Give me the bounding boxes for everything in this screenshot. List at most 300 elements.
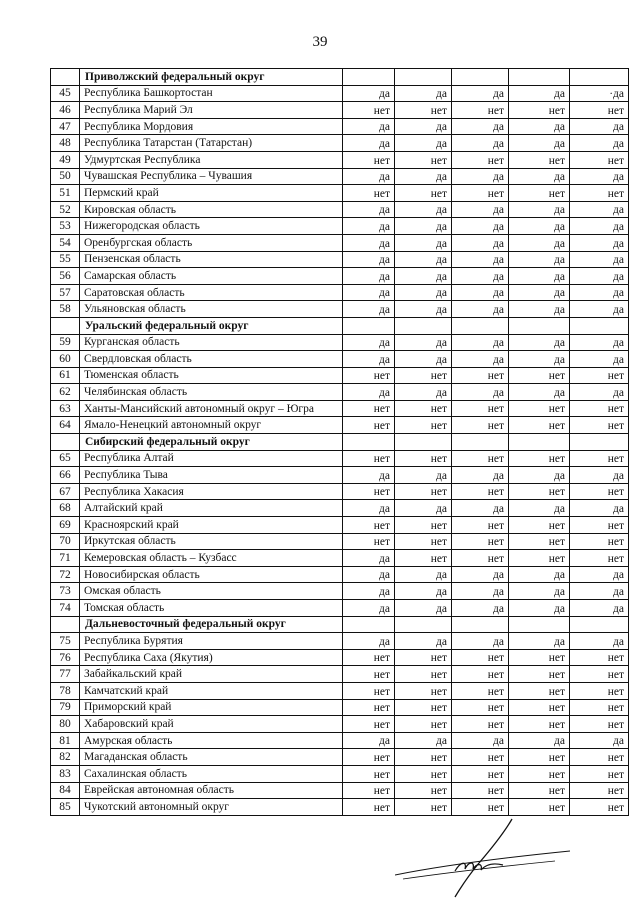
table-row — [51, 450, 629, 467]
table-row — [51, 417, 629, 434]
value-cell: да — [509, 168, 570, 185]
row-number: 84 — [51, 782, 80, 799]
value-cell: да — [343, 234, 395, 251]
row-number: 85 — [51, 799, 80, 816]
value-cell: да — [452, 334, 509, 351]
section-row — [51, 317, 629, 334]
value-cell: нет — [395, 483, 452, 500]
row-number: 83 — [51, 765, 80, 782]
row-number: 67 — [51, 483, 80, 500]
value-cell: да — [452, 566, 509, 583]
table-row — [51, 384, 629, 401]
value-cell: да — [509, 732, 570, 749]
value-cell: нет — [570, 517, 629, 534]
table-row — [51, 550, 629, 567]
table-row — [51, 268, 629, 285]
value-cell: нет — [452, 666, 509, 683]
table-row — [51, 185, 629, 202]
value-cell: да — [395, 566, 452, 583]
table-row — [51, 201, 629, 218]
region-name: Пензенская область — [80, 251, 343, 268]
value-cell — [395, 69, 452, 86]
region-name: Амурская область — [80, 732, 343, 749]
region-name: Республика Татарстан (Татарстан) — [80, 135, 343, 152]
value-cell: да — [570, 301, 629, 318]
value-cell: да — [343, 566, 395, 583]
value-cell: да — [452, 284, 509, 301]
value-cell: нет — [509, 749, 570, 766]
table-row — [51, 732, 629, 749]
table-row — [51, 782, 629, 799]
value-cell: да — [395, 384, 452, 401]
value-cell: да — [570, 566, 629, 583]
value-cell: да — [395, 467, 452, 484]
value-cell — [509, 69, 570, 86]
value-cell — [570, 434, 629, 451]
value-cell: да — [509, 135, 570, 152]
value-cell: нет — [395, 666, 452, 683]
value-cell: нет — [509, 517, 570, 534]
value-cell: да — [452, 234, 509, 251]
value-cell: нет — [395, 185, 452, 202]
value-cell: да — [395, 85, 452, 102]
value-cell: да — [343, 301, 395, 318]
table-row — [51, 533, 629, 550]
value-cell: да — [570, 351, 629, 368]
region-name: Хабаровский край — [80, 716, 343, 733]
value-cell: нет — [452, 400, 509, 417]
section-row — [51, 69, 629, 86]
region-name: Саратовская область — [80, 284, 343, 301]
value-cell: да — [452, 135, 509, 152]
table-row — [51, 699, 629, 716]
row-number — [51, 616, 80, 633]
table-row — [51, 85, 629, 102]
value-cell: да — [570, 268, 629, 285]
value-cell: да — [509, 334, 570, 351]
value-cell: да — [395, 118, 452, 135]
region-name: Алтайский край — [80, 500, 343, 517]
value-cell — [343, 317, 395, 334]
value-cell: нет — [395, 716, 452, 733]
table-row — [51, 583, 629, 600]
table-row — [51, 517, 629, 534]
value-cell: нет — [395, 450, 452, 467]
section-title: Дальневосточный федеральный округ — [80, 616, 343, 633]
value-cell: да — [570, 583, 629, 600]
value-cell: нет — [452, 367, 509, 384]
value-cell: да — [395, 334, 452, 351]
value-cell: нет — [343, 483, 395, 500]
value-cell: да — [452, 351, 509, 368]
region-name: Кировская область — [80, 201, 343, 218]
table-row — [51, 400, 629, 417]
value-cell: нет — [343, 799, 395, 816]
row-number — [51, 434, 80, 451]
region-name: Республика Башкортостан — [80, 85, 343, 102]
value-cell: нет — [343, 666, 395, 683]
value-cell: нет — [452, 682, 509, 699]
value-cell: да — [343, 135, 395, 152]
value-cell: да — [395, 633, 452, 650]
value-cell: нет — [395, 782, 452, 799]
row-number: 54 — [51, 234, 80, 251]
value-cell: да — [509, 118, 570, 135]
table-row — [51, 749, 629, 766]
value-cell: да — [509, 500, 570, 517]
value-cell: да — [343, 168, 395, 185]
row-number: 46 — [51, 102, 80, 119]
region-name: Магаданская область — [80, 749, 343, 766]
region-name: Забайкальский край — [80, 666, 343, 683]
table-row — [51, 799, 629, 816]
value-cell: да — [570, 251, 629, 268]
row-number: 80 — [51, 716, 80, 733]
value-cell: да — [570, 334, 629, 351]
value-cell: нет — [452, 699, 509, 716]
value-cell: да — [509, 633, 570, 650]
value-cell: нет — [395, 649, 452, 666]
value-cell: да — [570, 467, 629, 484]
value-cell — [343, 69, 395, 86]
row-number: 68 — [51, 500, 80, 517]
value-cell: нет — [452, 799, 509, 816]
region-name: Омская область — [80, 583, 343, 600]
value-cell: да — [452, 384, 509, 401]
value-cell: нет — [395, 799, 452, 816]
region-name: Самарская область — [80, 268, 343, 285]
value-cell: нет — [395, 550, 452, 567]
value-cell: нет — [452, 151, 509, 168]
value-cell: да — [570, 118, 629, 135]
value-cell: нет — [570, 749, 629, 766]
value-cell: да — [343, 201, 395, 218]
value-cell: нет — [570, 102, 629, 119]
value-cell — [395, 616, 452, 633]
value-cell: да — [509, 467, 570, 484]
value-cell: нет — [509, 666, 570, 683]
value-cell: да — [395, 583, 452, 600]
table-row — [51, 118, 629, 135]
region-name: Республика Марий Эл — [80, 102, 343, 119]
value-cell: да — [343, 500, 395, 517]
region-name: Курганская область — [80, 334, 343, 351]
value-cell: да — [343, 351, 395, 368]
value-cell: нет — [570, 450, 629, 467]
table-row — [51, 301, 629, 318]
region-name: Республика Мордовия — [80, 118, 343, 135]
value-cell: да — [343, 218, 395, 235]
row-number: 62 — [51, 384, 80, 401]
value-cell: нет — [343, 699, 395, 716]
value-cell: да — [509, 566, 570, 583]
value-cell: да — [509, 218, 570, 235]
value-cell: да — [570, 500, 629, 517]
value-cell: да — [509, 384, 570, 401]
value-cell: нет — [452, 517, 509, 534]
section-title: Приволжский федеральный округ — [80, 69, 343, 86]
value-cell: да — [395, 284, 452, 301]
value-cell: нет — [509, 699, 570, 716]
value-cell: нет — [452, 533, 509, 550]
value-cell: нет — [343, 682, 395, 699]
value-cell: нет — [452, 716, 509, 733]
value-cell: да — [395, 732, 452, 749]
value-cell: да — [509, 600, 570, 617]
value-cell: да — [395, 251, 452, 268]
row-number: 65 — [51, 450, 80, 467]
table-row — [51, 600, 629, 617]
value-cell: нет — [509, 151, 570, 168]
value-cell: нет — [395, 102, 452, 119]
value-cell — [452, 317, 509, 334]
signature — [395, 815, 575, 900]
value-cell: нет — [570, 716, 629, 733]
region-name: Ульяновская область — [80, 301, 343, 318]
section-title: Уральский федеральный округ — [80, 317, 343, 334]
region-name: Оренбургская область — [80, 234, 343, 251]
row-number: 72 — [51, 566, 80, 583]
value-cell: нет — [452, 417, 509, 434]
value-cell: нет — [452, 649, 509, 666]
value-cell: нет — [509, 417, 570, 434]
value-cell: нет — [343, 533, 395, 550]
value-cell: нет — [570, 782, 629, 799]
region-name: Ямало-Ненецкий автономный округ — [80, 417, 343, 434]
table-row — [51, 649, 629, 666]
table-row — [51, 251, 629, 268]
value-cell: нет — [509, 765, 570, 782]
row-number: 51 — [51, 185, 80, 202]
row-number: 56 — [51, 268, 80, 285]
value-cell: нет — [452, 765, 509, 782]
region-name: Республика Бурятия — [80, 633, 343, 650]
regions-table-body — [51, 69, 629, 816]
table-row — [51, 351, 629, 368]
value-cell: да — [452, 201, 509, 218]
value-cell — [395, 434, 452, 451]
row-number: 59 — [51, 334, 80, 351]
row-number: 64 — [51, 417, 80, 434]
value-cell: да — [395, 135, 452, 152]
table-row — [51, 102, 629, 119]
row-number: 66 — [51, 467, 80, 484]
value-cell — [343, 616, 395, 633]
row-number — [51, 69, 80, 86]
section-title: Сибирский федеральный округ — [80, 434, 343, 451]
value-cell: нет — [395, 367, 452, 384]
value-cell: да — [509, 85, 570, 102]
value-cell: нет — [570, 649, 629, 666]
value-cell — [452, 69, 509, 86]
value-cell: нет — [395, 151, 452, 168]
value-cell: нет — [570, 533, 629, 550]
value-cell: нет — [570, 367, 629, 384]
table-row — [51, 716, 629, 733]
row-number: 78 — [51, 682, 80, 699]
value-cell: нет — [343, 151, 395, 168]
value-cell: да — [452, 633, 509, 650]
region-name: Красноярский край — [80, 517, 343, 534]
value-cell: нет — [570, 550, 629, 567]
value-cell: нет — [570, 185, 629, 202]
value-cell: да — [343, 550, 395, 567]
value-cell: нет — [343, 185, 395, 202]
value-cell: да — [509, 268, 570, 285]
value-cell: нет — [452, 550, 509, 567]
value-cell: нет — [570, 765, 629, 782]
table-row — [51, 467, 629, 484]
value-cell: нет — [452, 782, 509, 799]
value-cell: нет — [509, 185, 570, 202]
value-cell: нет — [343, 765, 395, 782]
value-cell: да — [395, 301, 452, 318]
value-cell: нет — [343, 102, 395, 119]
row-number: 73 — [51, 583, 80, 600]
value-cell: да — [509, 583, 570, 600]
value-cell: нет — [509, 799, 570, 816]
value-cell: да — [343, 334, 395, 351]
value-cell: нет — [570, 151, 629, 168]
value-cell: да — [452, 732, 509, 749]
value-cell: нет — [343, 649, 395, 666]
table-row — [51, 218, 629, 235]
value-cell: да — [452, 268, 509, 285]
region-name: Свердловская область — [80, 351, 343, 368]
table-row — [51, 284, 629, 301]
value-cell: да — [509, 301, 570, 318]
value-cell: да — [395, 201, 452, 218]
regions-table — [50, 68, 629, 816]
value-cell: да — [570, 284, 629, 301]
value-cell: да — [452, 467, 509, 484]
table-row — [51, 334, 629, 351]
value-cell: нет — [570, 417, 629, 434]
value-cell: да — [570, 168, 629, 185]
value-cell: нет — [452, 483, 509, 500]
value-cell: нет — [343, 749, 395, 766]
row-number: 71 — [51, 550, 80, 567]
table-row — [51, 367, 629, 384]
row-number: 50 — [51, 168, 80, 185]
row-number: 48 — [51, 135, 80, 152]
value-cell: нет — [343, 716, 395, 733]
value-cell: нет — [395, 749, 452, 766]
region-name: Приморский край — [80, 699, 343, 716]
value-cell: да — [343, 583, 395, 600]
value-cell: да — [343, 384, 395, 401]
value-cell: да — [509, 234, 570, 251]
table-row — [51, 234, 629, 251]
region-name: Челябинская область — [80, 384, 343, 401]
value-cell: да — [343, 85, 395, 102]
value-cell: да — [570, 732, 629, 749]
value-cell: да — [452, 118, 509, 135]
value-cell — [343, 434, 395, 451]
region-name: Республика Алтай — [80, 450, 343, 467]
value-cell: да — [570, 633, 629, 650]
value-cell: да — [570, 135, 629, 152]
value-cell: да — [452, 218, 509, 235]
row-number: 57 — [51, 284, 80, 301]
value-cell: нет — [343, 450, 395, 467]
value-cell — [570, 317, 629, 334]
value-cell: нет — [509, 483, 570, 500]
value-cell: да — [509, 351, 570, 368]
value-cell: да — [343, 600, 395, 617]
row-number: 47 — [51, 118, 80, 135]
region-name: Новосибирская область — [80, 566, 343, 583]
region-name: Пермский край — [80, 185, 343, 202]
value-cell: нет — [343, 417, 395, 434]
value-cell: нет — [509, 400, 570, 417]
value-cell: да — [343, 633, 395, 650]
row-number: 82 — [51, 749, 80, 766]
value-cell: нет — [343, 517, 395, 534]
value-cell: нет — [509, 367, 570, 384]
value-cell: да — [570, 600, 629, 617]
table-row — [51, 500, 629, 517]
table-row — [51, 135, 629, 152]
table-row — [51, 566, 629, 583]
value-cell: да — [343, 268, 395, 285]
value-cell: нет — [570, 799, 629, 816]
value-cell: да — [509, 284, 570, 301]
value-cell: да — [395, 268, 452, 285]
value-cell: да — [395, 218, 452, 235]
value-cell — [509, 317, 570, 334]
value-cell: да — [570, 234, 629, 251]
value-cell: да — [452, 85, 509, 102]
row-number: 76 — [51, 649, 80, 666]
row-number — [51, 317, 80, 334]
row-number: 81 — [51, 732, 80, 749]
table-row — [51, 151, 629, 168]
value-cell: нет — [570, 682, 629, 699]
value-cell: да — [343, 284, 395, 301]
value-cell: нет — [395, 417, 452, 434]
region-name: Тюменская область — [80, 367, 343, 384]
row-number: 55 — [51, 251, 80, 268]
value-cell: да — [343, 467, 395, 484]
region-name: Томская область — [80, 600, 343, 617]
value-cell: нет — [395, 699, 452, 716]
value-cell: да — [509, 251, 570, 268]
value-cell — [509, 434, 570, 451]
row-number: 63 — [51, 400, 80, 417]
value-cell: нет — [452, 450, 509, 467]
value-cell — [570, 616, 629, 633]
region-name: Республика Хакасия — [80, 483, 343, 500]
region-name: Ханты-Мансийский автономный округ – Югра — [80, 400, 343, 417]
region-name: Чукотский автономный округ — [80, 799, 343, 816]
value-cell: нет — [452, 102, 509, 119]
region-name: Республика Тыва — [80, 467, 343, 484]
row-number: 77 — [51, 666, 80, 683]
row-number: 53 — [51, 218, 80, 235]
value-cell: да — [452, 301, 509, 318]
value-cell: нет — [395, 682, 452, 699]
value-cell: да — [395, 168, 452, 185]
value-cell: да — [395, 351, 452, 368]
table-row — [51, 633, 629, 650]
table-row — [51, 483, 629, 500]
value-cell — [509, 616, 570, 633]
value-cell: нет — [395, 765, 452, 782]
value-cell: нет — [509, 782, 570, 799]
value-cell: нет — [343, 367, 395, 384]
table-row — [51, 168, 629, 185]
